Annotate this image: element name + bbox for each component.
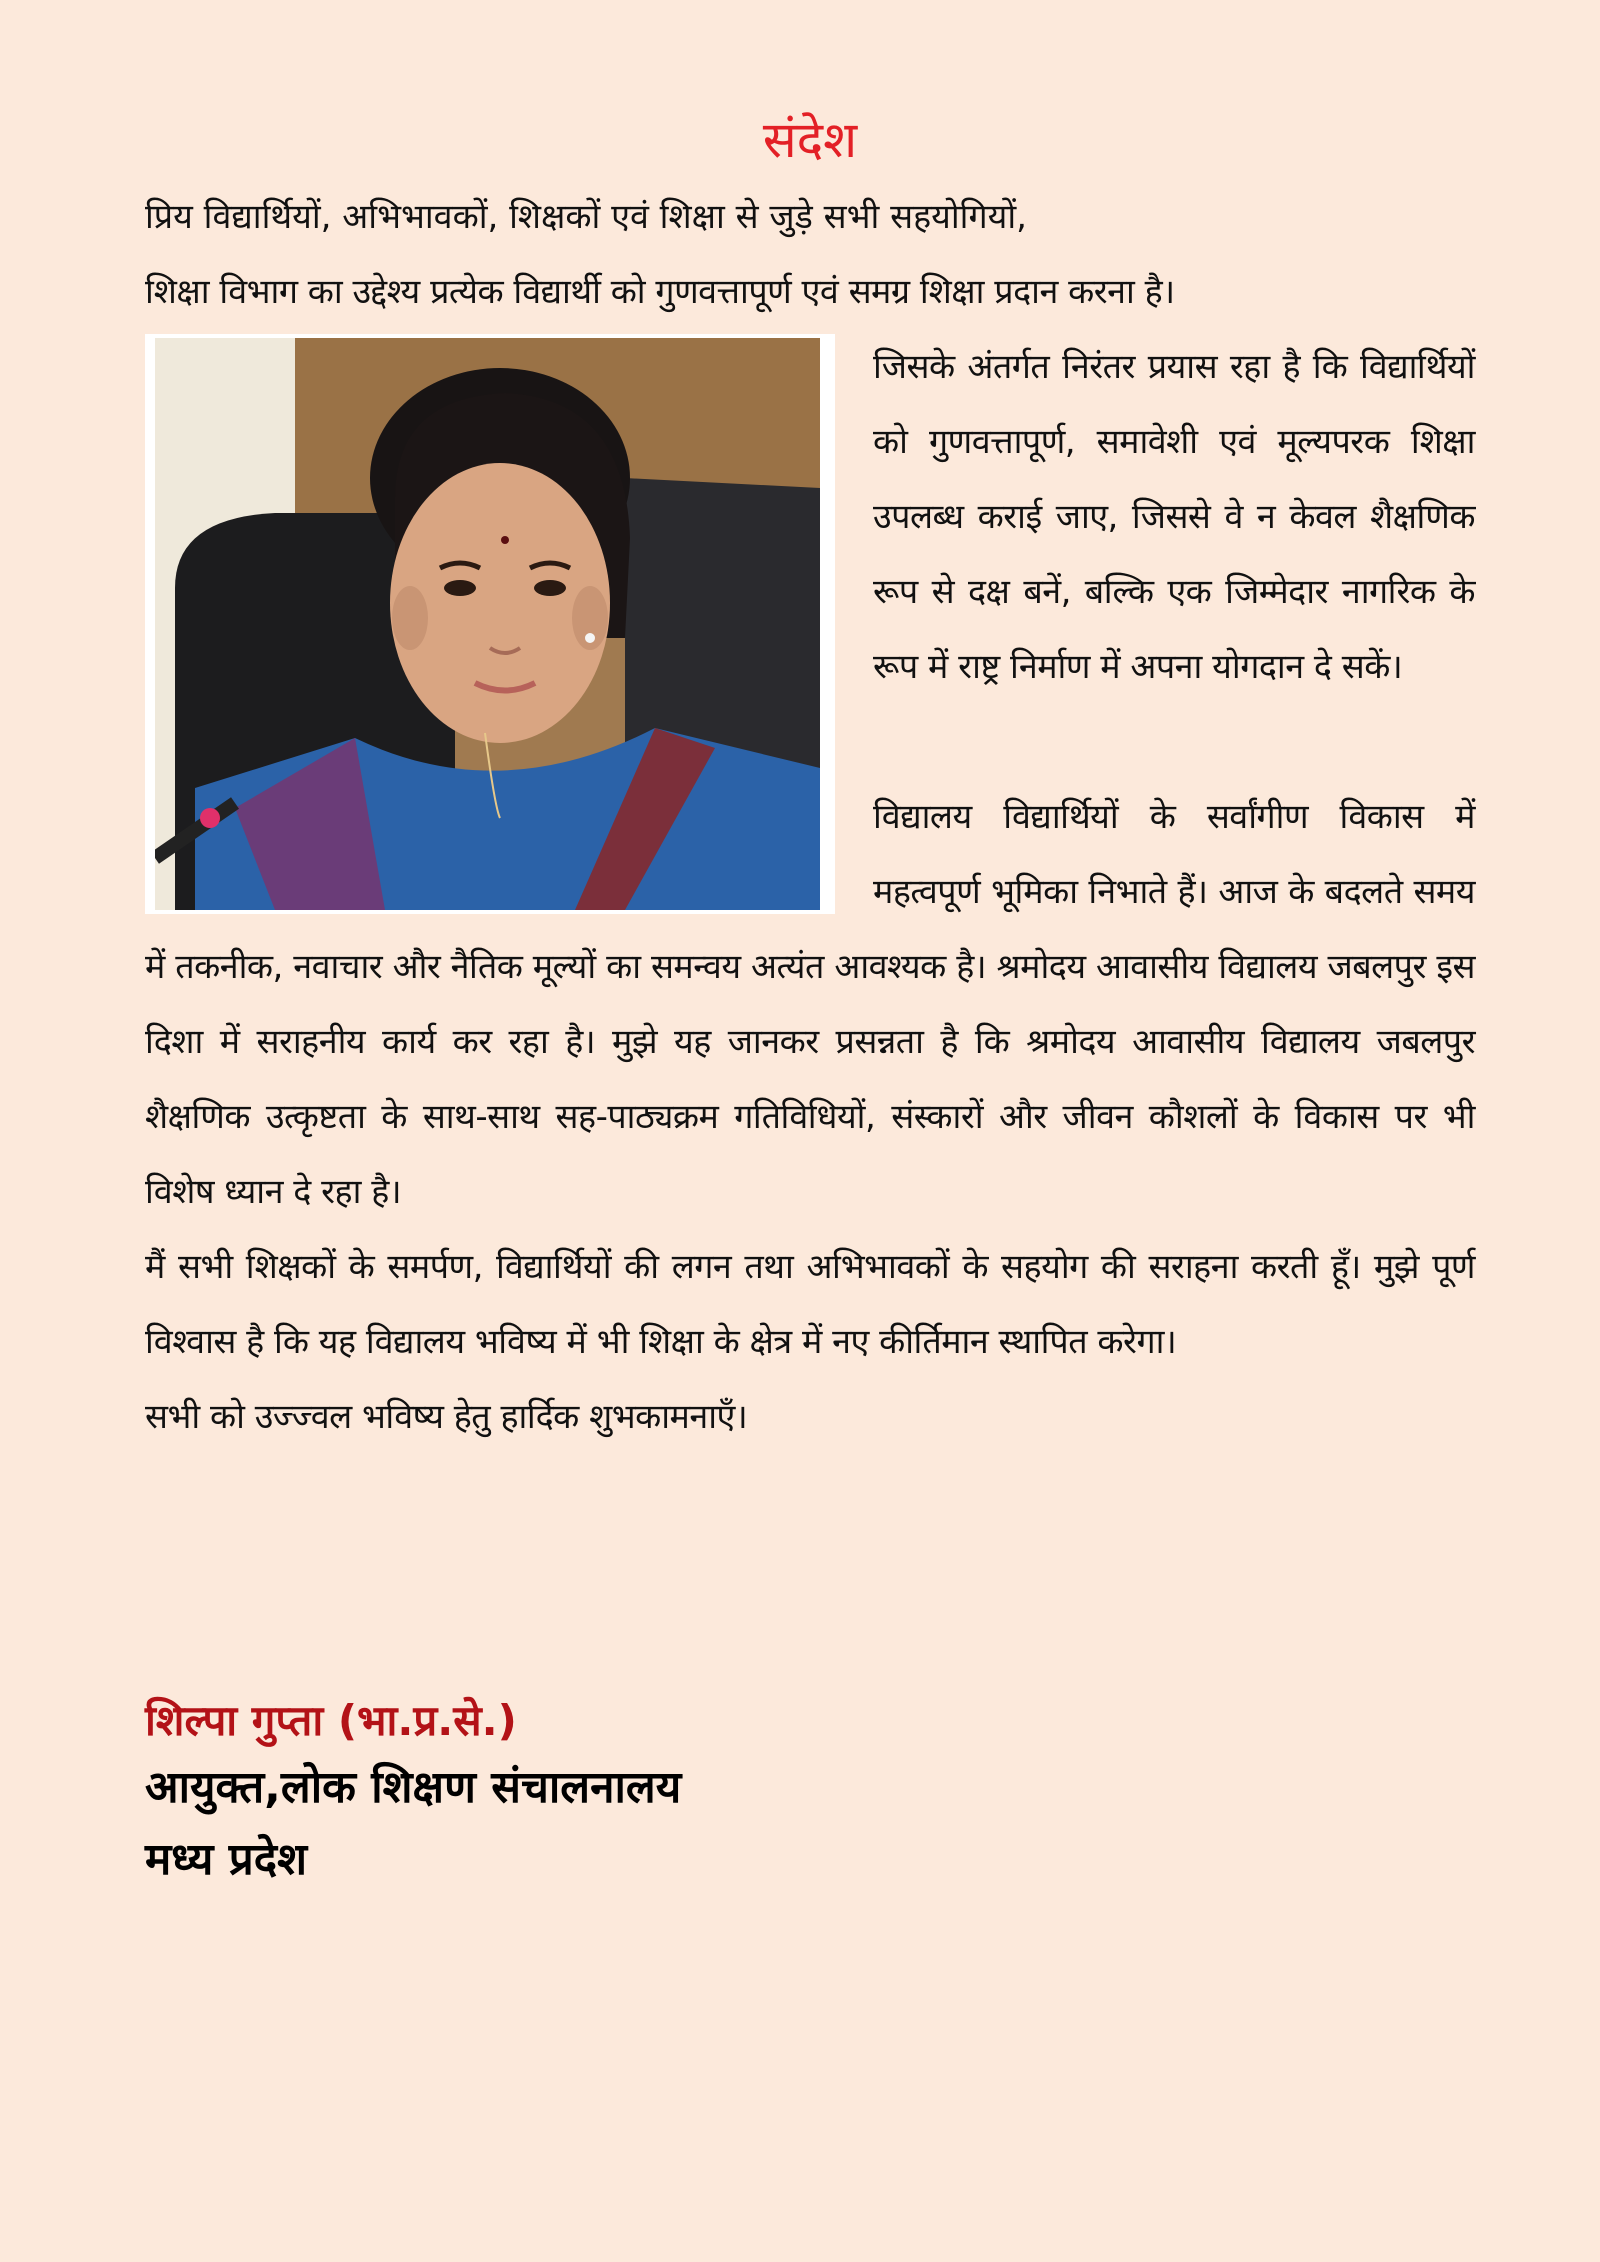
paragraph-3: मैं सभी शिक्षकों के समर्पण, विद्यार्थियों की लगन तथा अभिभावकों के सहयोग की सराहना करती हूँ। मुझे पूर्ण विश्वास है कि यह विद्यालय भविष्य में भी शिक्षा के क्षेत्र में नए कीर्तिमान स्थापित करेगा। [145, 1247, 1475, 1362]
intro-paragraph: शिक्षा विभाग का उद्देश्य प्रत्येक विद्यार्थी को गुणवत्तापूर्ण एवं समग्र शिक्षा प्रदान करना है। [145, 272, 1175, 312]
page-title: संदेश [762, 111, 858, 169]
portrait-illustration [155, 338, 820, 910]
signatory-name: शिल्पा गुप्ता (भा.प्र.से.) [145, 1696, 517, 1745]
paragraph-2: विद्यालय विद्यार्थियों के सर्वांगीण विकास में महत्वपूर्ण भूमिका निभाते हैं। आज के बदलते समय में तकनीक, नवाचार और नैतिक मूल्यों का समन्वय अत्यंत आवश्यक है। श्रमोदय आवासीय विद्यालय जबलपुर इस दिशा में सराहनीय कार्य कर रहा है। मुझे यह जानकर प्रसन्नता है कि श्रमोदय आवासीय विद्यालय जबलपुर शैक्षणिक उत्कृष्टता के साथ-साथ सह-पाठ्यक्रम गतिविधियों, संस्कारों और जीवन कौशलों के विकास पर भी विशेष ध्यान दे रहा है। [145, 797, 1475, 1212]
portrait-photo-frame [145, 334, 835, 914]
message-page [145, 100, 1475, 1455]
signature-block [145, 1690, 681, 1896]
paragraph-1: जिसके अंतर्गत निरंतर प्रयास रहा है कि विद्यार्थियों को गुणवत्तापूर्ण, समावेशी एवं मूल्यपरक शिक्षा उपलब्ध कराई जाए, जिससे वे न केवल शैक्षणिक रूप से दक्ष बनें, बल्कि एक जिम्मेदार नागरिक के रूप में राष्ट्र निर्माण में अपना योगदान दे सकें। [873, 347, 1475, 687]
closing-line: सभी को उज्ज्वल भविष्य हेतु हार्दिक शुभकामनाएँ। [145, 1397, 748, 1437]
portrait-photo [155, 338, 820, 910]
signatory-state: मध्य प्रदेश [145, 1834, 308, 1885]
signatory-designation: आयुक्त,लोक शिक्षण संचालनालय [145, 1762, 682, 1813]
salutation: प्रिय विद्यार्थियों, अभिभावकों, शिक्षकों एवं शिक्षा से जुड़े सभी सहयोगियों, [145, 197, 1027, 237]
